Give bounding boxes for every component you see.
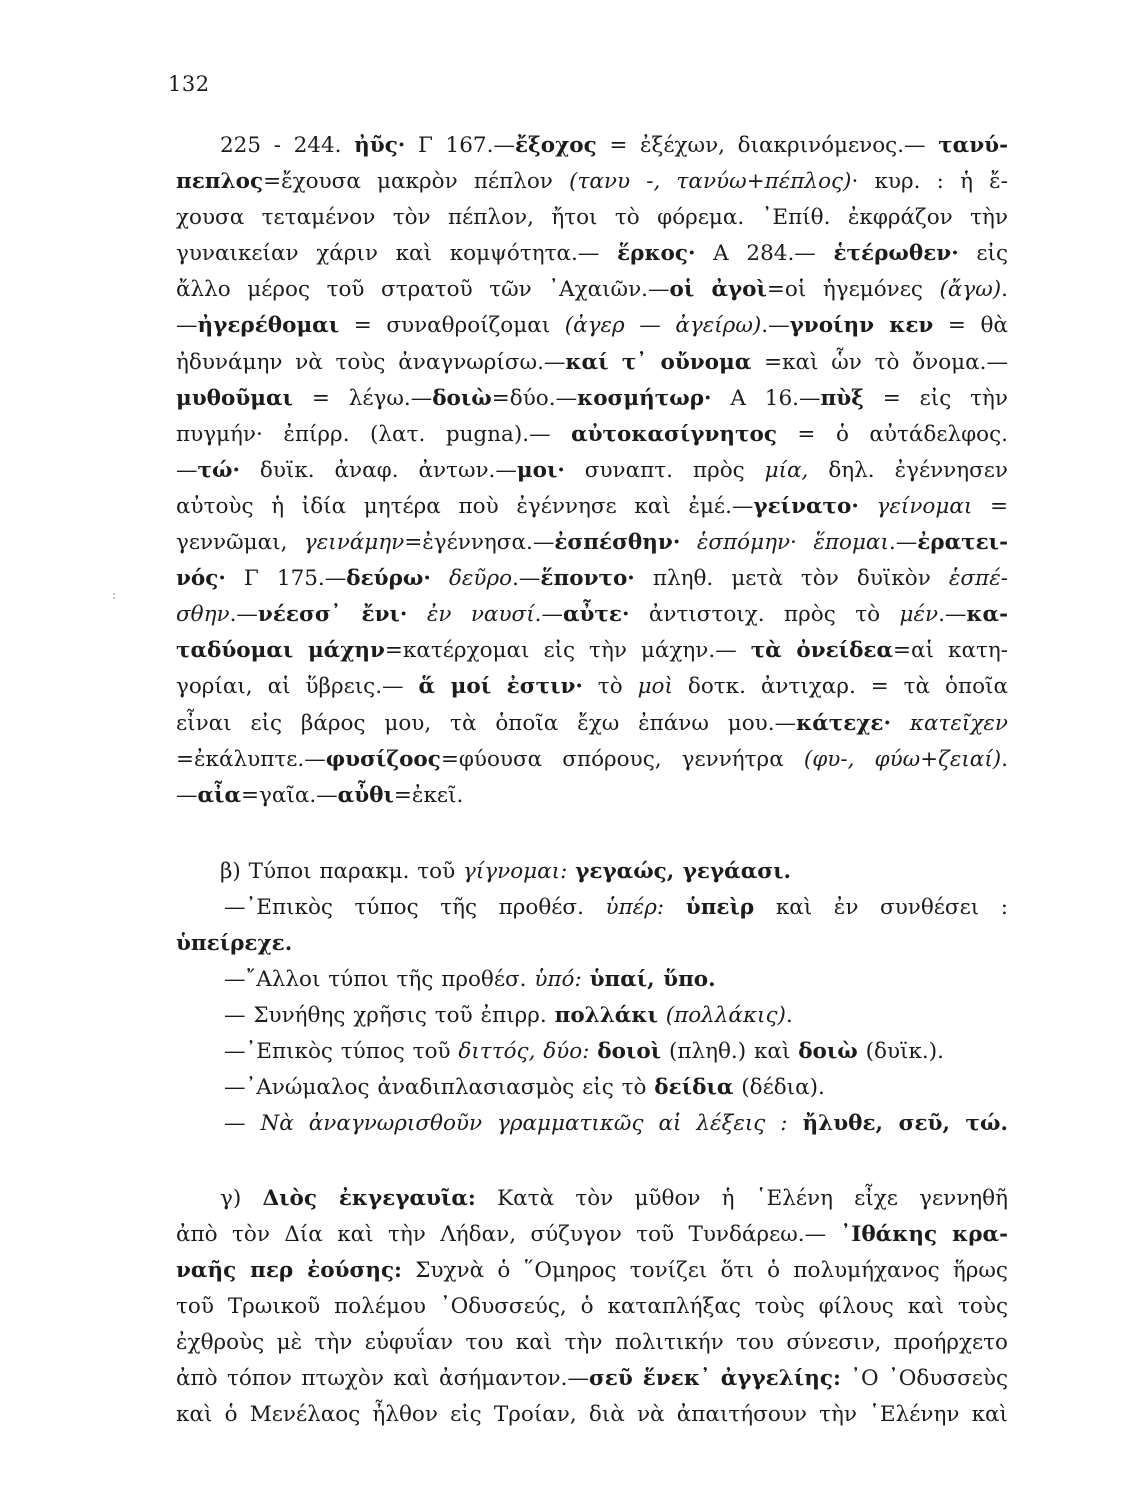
text-line: β) Τύποι παρακμ. τοῦ γίγνομαι: γεγαώς, γεγάασι. bbox=[220, 858, 792, 884]
text-line: καὶ ὁ Μενέλαος ἦλθον εἰς Τροίαν, διὰ νὰ ἀπαιτήσουν τὴν ῾Ελένην καὶ bbox=[176, 1402, 1008, 1428]
text-line: ἐχθροὺς μὲ τὴν εὐφυΐαν του καὶ τὴν πολιτικήν του σύνεσιν, προήρχετο bbox=[176, 1329, 1008, 1355]
text-line: —αἶα=γαῖα.—αὖθι=ἐκεῖ. bbox=[176, 782, 464, 808]
text-line: σθην.—νέεσσ᾿ ἔνι· ἐν ναυσί.—αὖτε· ἀντιστοιχ. πρὸς τὸ μέν.—κα- bbox=[176, 602, 1008, 628]
text-line: ταδύομαι μάχην=κατέρχομαι εἰς τὴν μάχην.— τὰ ὀνείδεα=αἱ κατη- bbox=[176, 638, 1008, 664]
text-line: νός· Γ 175.—δεύρω· δεῦρο.—ἕποντο· πληθ. μετὰ τὸν δυϊκὸν ἑσπέ- bbox=[176, 566, 1008, 592]
text-line: —᾿Επικὸς τύπος τοῦ διττός, δύο: δοιοὶ (πληθ.) καὶ δοιὼ (δυϊκ.). bbox=[224, 1039, 944, 1065]
text-line: —ἠγερέθομαι = συναθροίζομαι (ἀγερ — ἀγείρω).—γνοίην κεν = θὰ bbox=[176, 313, 1008, 339]
text-line: —᾿Επικὸς τύπος τῆς προθέσ. ὑπέρ: ὑπεὶρ καὶ ἐν συνθέσει : bbox=[224, 894, 1008, 920]
text-line: γεννῶμαι, γεινάμην=ἐγέννησα.—ἐσπέσθην· ἑσπόμην· ἕπομαι.—ἐρατει- bbox=[176, 530, 1008, 556]
text-line: =ἐκάλυπτε.—φυσίζοος=φύουσα σπόρους, γεννήτρα (φυ-, φύω+ζειαί). bbox=[176, 746, 1008, 772]
text-line: γορίαι, αἱ ὕβρεις.— ἅ μοί ἐστιν· τὸ μοὶ δοτκ. ἀντιχαρ. = τὰ ὁποῖα bbox=[176, 674, 1008, 700]
text-line: χουσα τεταμένον τὸν πέπλον, ἤτοι τὸ φόρεμα. ᾿Επίθ. ἐκφράζον τὴν bbox=[176, 205, 1008, 231]
text-line: ἄλλο μέρος τοῦ στρατοῦ τῶν ᾿Αχαιῶν.—οἱ ἀγοὶ=οἱ ἡγεμόνες (ἄγω). bbox=[176, 277, 1008, 303]
text-line: ἠδυνάμην νὰ τοὺς ἀναγνωρίσω.—καί τ᾿ οὔνομα =καὶ ὧν τὸ ὄνομα.— bbox=[176, 349, 1008, 375]
text-line: ἀπὸ τόπον πτωχὸν καὶ ἀσήμαντον.—σεῦ ἕνεκ᾿ ἀγγελίης: ᾿Ο ᾿Οδυσσεὺς bbox=[176, 1366, 1008, 1391]
text-line: ναῆς περ ἐούσης: Συχνὰ ὁ ῞Ομηρος τονίζει ὅτι ὁ πολυμήχανος ἥρως bbox=[176, 1257, 1008, 1283]
text-line: πεπλος=ἔχουσα μακρὸν πέπλον (τανυ -, τανύω+πέπλος)· κυρ. : ἡ ἔ- bbox=[176, 169, 1008, 195]
paragraph-gap bbox=[176, 814, 1008, 854]
text-line: ὑπείρεχε. bbox=[176, 930, 293, 956]
paragraph-gap bbox=[176, 1143, 1008, 1181]
margin-mark: : bbox=[112, 588, 117, 603]
text-line: γυναικείαν χάριν καὶ κομψότητα.— ἕρκος· Α 284.— ἑτέρωθεν· εἰς bbox=[176, 241, 1008, 267]
commentary-text bbox=[176, 128, 1008, 1433]
text-line: —᾿Ανώμαλος ἀναδιπλασιασμὸς εἰς τὸ δείδια (δέδια). bbox=[224, 1075, 825, 1101]
text-line: —῎Αλλοι τύποι τῆς προθέσ. ὑπό: ὑπαί, ὕπο. bbox=[224, 967, 716, 993]
text-line: αὐτοὺς ἡ ἰδία μητέρα ποὺ ἐγέννησε καὶ ἐμέ.—γείνατο· γείνομαι = bbox=[176, 493, 1008, 519]
text-line: —τώ· δυϊκ. ἀναφ. ἀντων.—μοι· συναπτ. πρὸς μία, δηλ. ἐγέννησεν bbox=[176, 457, 1008, 483]
page-number: 132 bbox=[168, 72, 210, 96]
text-line: πυγμήν· ἐπίρρ. (λατ. pugna).— αὐτοκασίγνητος = ὁ αὐτάδελφος. bbox=[176, 421, 1008, 447]
text-line: — Νὰ ἀναγνωρισθοῦν γραμματικῶς αἱ λέξεις : ἤλυθε, σεῦ, τώ. bbox=[224, 1111, 1008, 1137]
text-line: τοῦ Τρωικοῦ πολέμου ᾿Οδυσσεύς, ὁ καταπλήξας τοὺς φίλους καὶ τοὺς bbox=[176, 1293, 1008, 1319]
text-line: — Συνήθης χρῆσις τοῦ ἐπιρρ. πολλάκι (πολλάκις). bbox=[224, 1003, 793, 1029]
text-line: ἀπὸ τὸν Δία καὶ τὴν Λήδαν, σύζυγον τοῦ Τυνδάρεω.— ᾿Ιθάκης κρα- bbox=[176, 1221, 1008, 1247]
text-line: εἶναι εἰς βάρος μου, τὰ ὁποῖα ἔχω ἐπάνω μου.—κάτεχε· κατεῖχεν bbox=[176, 710, 1008, 736]
text-line: γ) Διὸς ἐκγεγαυῖα: Κατὰ τὸν μῦθον ἡ ῾Ελένη εἶχε γεννηθῆ bbox=[220, 1185, 1008, 1211]
text-line: 225 - 244. ἠῦς· Γ 167.—ἔξοχος = ἐξέχων, διακρινόμενος.— τανύ- bbox=[220, 133, 1008, 158]
text-line: μυθοῦμαι = λέγω.—δοιὼ=δύο.—κοσμήτωρ· Α 16.—πὺξ = εἰς τὴν bbox=[176, 385, 1008, 411]
